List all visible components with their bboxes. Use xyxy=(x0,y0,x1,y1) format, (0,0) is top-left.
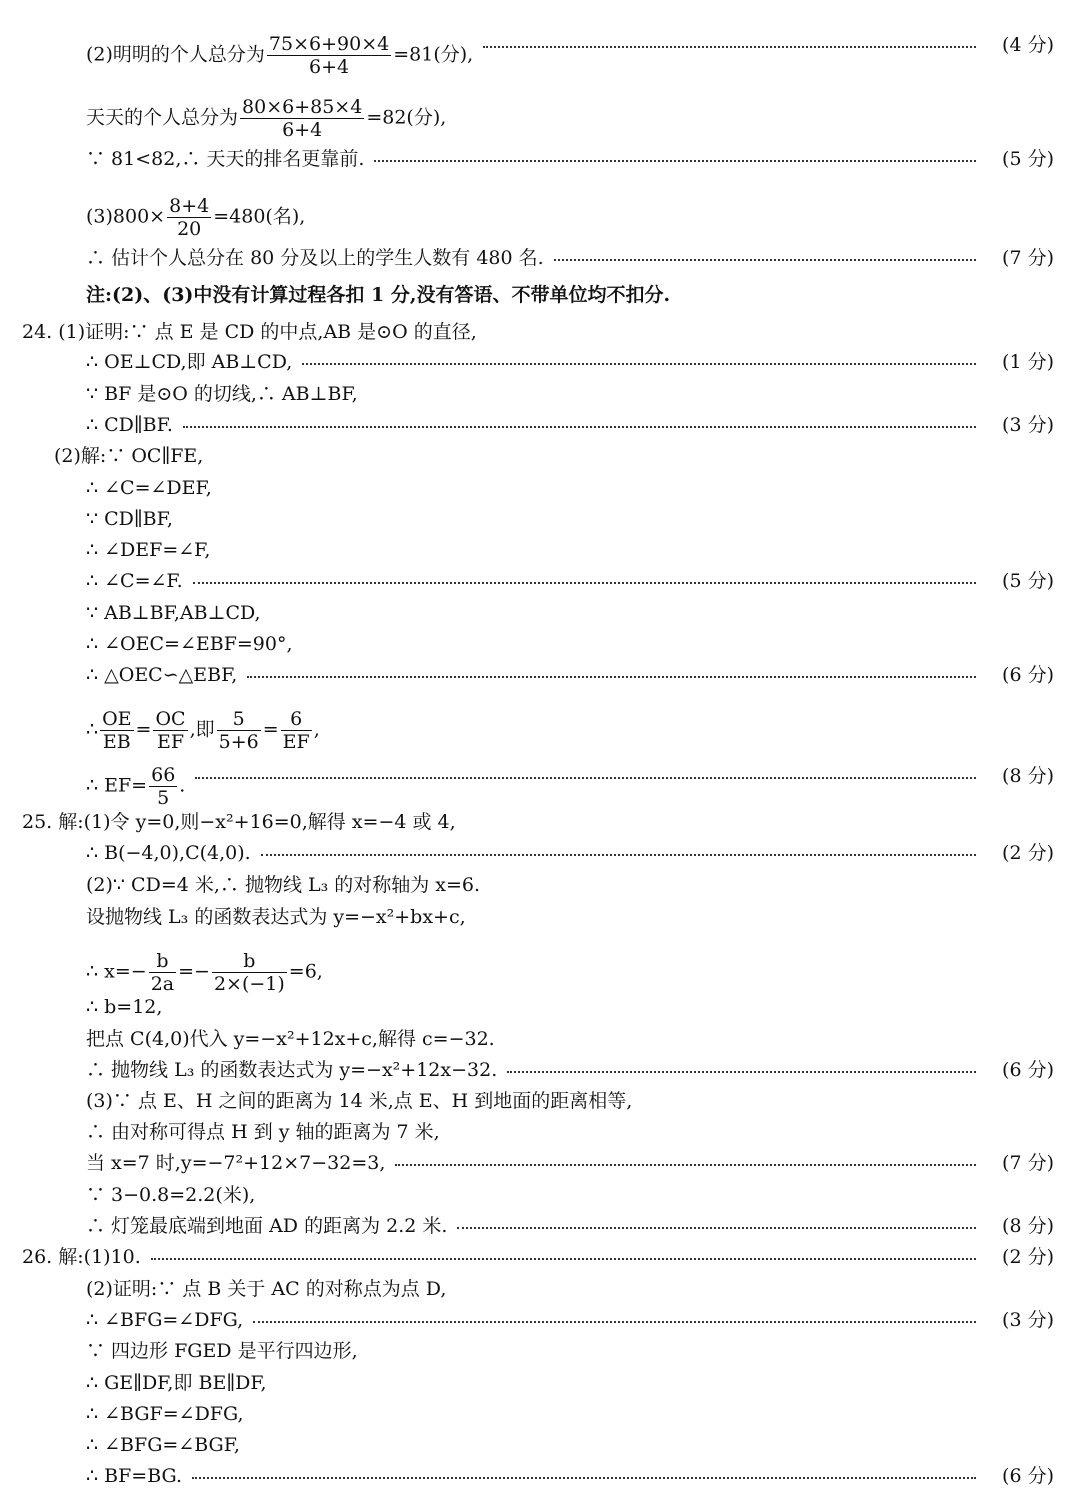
score-mark: (3 分) xyxy=(1002,1309,1054,1331)
line-content xyxy=(86,1464,182,1488)
fraction-numerator: b xyxy=(149,950,176,973)
text-run: ∴ ∠C=∠F. xyxy=(86,570,183,592)
fraction-denominator: EF xyxy=(157,731,185,753)
fraction xyxy=(149,764,177,809)
score-mark: (2 分) xyxy=(1002,1246,1054,1268)
text-run: ∴ B(−4,0),C(4,0). xyxy=(86,842,251,864)
fraction-denominator: 20 xyxy=(177,218,202,240)
line-content xyxy=(86,1058,497,1082)
line-content xyxy=(86,33,473,78)
score-mark: (5 分) xyxy=(1002,148,1054,170)
line-content xyxy=(86,246,544,270)
fraction-numerator: 75×6+90×4 xyxy=(268,33,390,55)
text-run: (2)明明的个人总分为 xyxy=(86,43,265,66)
text-run: ∴ OE⊥CD,即 AB⊥CD, xyxy=(86,351,293,373)
text-run: 25. 解:(1)令 y=0,则−x²+16=0,解得 x=−4 或 4, xyxy=(22,811,456,833)
fraction-numerator: 80×6+85×4 xyxy=(242,96,363,118)
text-run: ∵ 3−0.8=2.2(米), xyxy=(86,1184,256,1206)
score-mark: (8 分) xyxy=(1002,765,1054,787)
text-run: 把点 C(4,0)代入 y=−x²+12x+c,解得 c=−32. xyxy=(86,1028,495,1050)
text-run: = xyxy=(262,718,279,741)
dot-leader xyxy=(247,663,976,687)
fraction xyxy=(149,950,176,995)
text-run: ∴ EF= xyxy=(86,774,148,797)
score-mark: (7 分) xyxy=(1002,1152,1054,1174)
fraction-numerator: 5 xyxy=(217,708,261,731)
fraction-denominator: 5 xyxy=(157,787,170,809)
text-run: ∵ 四边形 FGED 是平行四边形, xyxy=(86,1340,358,1362)
line-content xyxy=(86,476,212,500)
text-run: ∵ AB⊥BF,AB⊥CD, xyxy=(86,602,261,624)
line-content xyxy=(86,413,173,437)
line-content xyxy=(86,1183,255,1207)
text-run: ∴ 抛物线 L₃ 的函数表达式为 y=−x²+12x−32. xyxy=(86,1059,498,1081)
dot-leader xyxy=(457,1214,976,1238)
dot-leader xyxy=(183,413,976,437)
score-mark: (5 分) xyxy=(1002,570,1054,592)
line-content xyxy=(54,444,203,468)
dot-leader xyxy=(253,1308,976,1332)
text-run: ∵ BF 是⊙O 的切线,∴ AB⊥BF, xyxy=(86,383,358,405)
score-mark: (6 分) xyxy=(1002,1465,1054,1487)
text-run: 天天的个人总分为 xyxy=(86,106,239,129)
text-run: ∴ CD∥BF. xyxy=(86,414,173,436)
text-run: =82(分), xyxy=(366,106,447,129)
text-run: 26. 解:(1)10. xyxy=(22,1246,141,1268)
text-run: =6, xyxy=(288,960,323,983)
fraction xyxy=(240,96,364,141)
text-run: ∴ ∠BGF=∠DFG, xyxy=(86,1403,244,1425)
text-run: (3)800× xyxy=(86,205,166,228)
text-run: ∵ 81<82,∴ 天天的排名更靠前. xyxy=(86,148,365,170)
text-run: ∴ ∠DEF=∠F, xyxy=(86,539,211,561)
line-content xyxy=(86,1433,240,1457)
line-content xyxy=(86,950,323,995)
text-run: ∴ ∠C=∠DEF, xyxy=(86,477,212,499)
fraction-numerator: OC xyxy=(155,708,186,730)
score-mark: (2 分) xyxy=(1002,842,1054,864)
dot-leader xyxy=(395,1151,976,1175)
line-content xyxy=(86,283,670,307)
text-run: ∴ b=12, xyxy=(86,996,163,1018)
dot-leader xyxy=(483,33,976,57)
line-content xyxy=(86,663,237,687)
text-run: 注:(2)、(3)中没有计算过程各扣 1 分,没有答语、不带单位均不扣分. xyxy=(86,284,671,306)
dot-leader xyxy=(507,1058,976,1082)
line-content xyxy=(86,1027,495,1051)
line-content xyxy=(86,382,358,406)
text-run: ∴ xyxy=(86,718,99,741)
line-content xyxy=(86,569,183,593)
line-content xyxy=(86,350,292,374)
text-run: ∴ ∠BFG=∠DFG, xyxy=(86,1309,244,1331)
line-content xyxy=(86,1402,244,1426)
text-run: , xyxy=(313,718,320,741)
line-content xyxy=(86,195,305,240)
line-content xyxy=(86,147,364,171)
line-content xyxy=(86,538,210,562)
fraction xyxy=(153,708,187,753)
line-content xyxy=(86,708,320,753)
dot-leader xyxy=(261,841,976,865)
dot-leader xyxy=(151,1245,976,1269)
dot-leader xyxy=(192,1464,976,1488)
text-run: (2)解:∵ OC∥FE, xyxy=(54,445,204,467)
text-run: ∵ CD∥BF, xyxy=(86,508,173,530)
score-mark: (6 分) xyxy=(1002,664,1054,686)
score-mark: (3 分) xyxy=(1002,414,1054,436)
fraction-denominator: EB xyxy=(102,731,131,753)
text-run: (3)∵ 点 E、H 之间的距离为 14 米,点 E、H 到地面的距离相等, xyxy=(86,1090,633,1112)
fraction xyxy=(217,708,261,753)
text-run: (2)证明:∵ 点 B 关于 AC 的对称点为点 D, xyxy=(86,1278,447,1300)
text-run: (2)∵ CD=4 米,∴ 抛物线 L₃ 的对称轴为 x=6. xyxy=(86,874,481,896)
fraction-denominator: 6+4 xyxy=(282,119,323,141)
text-run: ∴ △OEC∽△EBF, xyxy=(86,664,238,686)
line-content xyxy=(86,1151,385,1175)
line-content xyxy=(86,1308,243,1332)
line-content xyxy=(22,1245,141,1269)
fraction-numerator: 66 xyxy=(151,764,176,786)
line-content xyxy=(86,873,480,897)
line-content xyxy=(86,764,185,809)
score-mark: (1 分) xyxy=(1002,351,1054,373)
text-run: 24. (1)证明:∵ 点 E 是 CD 的中点,AB 是⊙O 的直径, xyxy=(22,321,477,343)
text-run: =480(名), xyxy=(213,205,306,228)
line-content xyxy=(86,1214,447,1238)
fraction xyxy=(212,950,287,995)
score-mark: (4 分) xyxy=(1002,34,1054,56)
text-run: . xyxy=(179,774,186,797)
line-content xyxy=(86,905,466,929)
line-content xyxy=(86,601,261,625)
fraction-numerator: b xyxy=(212,950,287,973)
line-content xyxy=(86,632,293,656)
text-run: ∴ 估计个人总分在 80 分及以上的学生人数有 480 名. xyxy=(86,247,544,269)
line-content xyxy=(86,1277,446,1301)
text-run: ,即 xyxy=(189,718,215,741)
line-content xyxy=(86,507,173,531)
fraction-numerator: 6 xyxy=(281,708,312,731)
score-mark: (8 分) xyxy=(1002,1215,1054,1237)
line-content xyxy=(86,841,251,865)
score-mark: (7 分) xyxy=(1002,247,1054,269)
text-run: ∴ 灯笼最底端到地面 AD 的距离为 2.2 米. xyxy=(86,1215,448,1237)
line-content xyxy=(86,1339,358,1363)
fraction xyxy=(167,195,211,240)
text-run: ∴ ∠OEC=∠EBF=90°, xyxy=(86,633,293,655)
fraction-denominator: 6+4 xyxy=(309,56,350,78)
dot-leader xyxy=(195,764,976,788)
line-content xyxy=(86,1120,440,1144)
score-mark: (6 分) xyxy=(1002,1059,1054,1081)
text-run: ∴ BF=BG. xyxy=(86,1465,183,1487)
text-run: 当 x=7 时,y=−7²+12×7−32=3, xyxy=(86,1152,386,1174)
text-run: ∴ ∠BFG=∠BGF, xyxy=(86,1434,240,1456)
fraction xyxy=(100,708,133,753)
dot-leader xyxy=(374,147,976,171)
text-run: = xyxy=(135,718,152,741)
fraction-denominator: 5+6 xyxy=(218,731,259,753)
fraction-denominator: EF xyxy=(282,731,310,753)
line-content xyxy=(86,995,162,1019)
fraction-denominator: 2×(−1) xyxy=(213,973,285,995)
text-run: =− xyxy=(178,960,210,983)
fraction xyxy=(281,708,312,753)
text-run: ∴ 由对称可得点 H 到 y 轴的距离为 7 米, xyxy=(86,1121,440,1143)
line-content xyxy=(86,96,446,141)
line-content xyxy=(86,1089,632,1113)
text-run: =81(分), xyxy=(393,43,474,66)
dot-leader xyxy=(193,569,976,593)
dot-leader xyxy=(302,350,976,374)
line-content xyxy=(22,320,477,344)
fraction-numerator: 8+4 xyxy=(169,195,210,217)
text-run: 设抛物线 L₃ 的函数表达式为 y=−x²+bx+c, xyxy=(86,906,466,928)
line-content xyxy=(22,810,456,834)
dot-leader xyxy=(554,246,976,270)
text-run: ∴ GE∥DF,即 BE∥DF, xyxy=(86,1372,267,1394)
fraction-denominator: 2a xyxy=(150,973,175,995)
fraction-numerator: OE xyxy=(102,708,132,730)
text-run: ∴ x=− xyxy=(86,960,147,983)
line-content xyxy=(86,1371,267,1395)
fraction xyxy=(267,33,391,78)
